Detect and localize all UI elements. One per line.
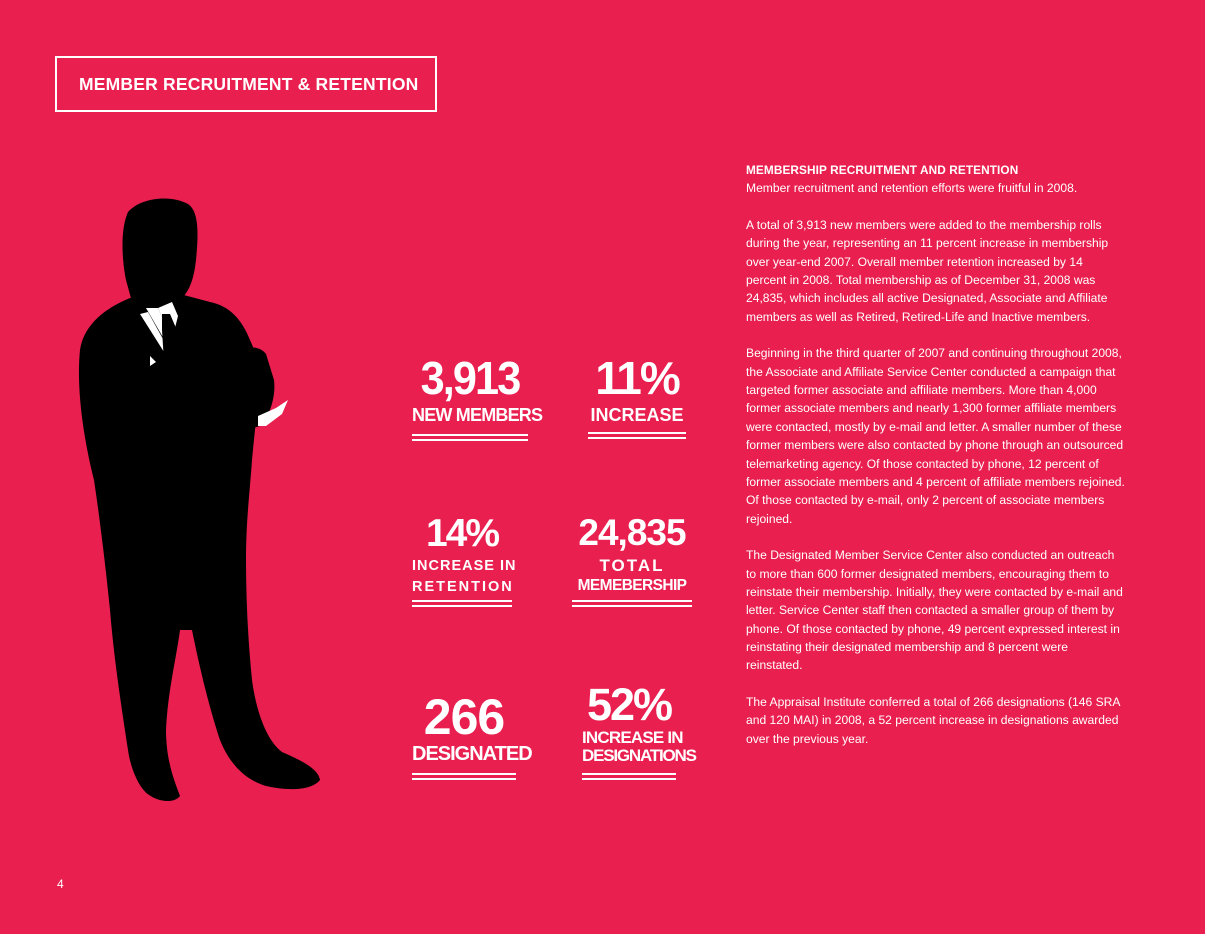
stat-divider	[412, 600, 512, 602]
stat-label-line2: DESIGNATIONS	[582, 746, 696, 766]
stat-label: NEW MEMBERS	[412, 405, 543, 425]
stat-label: DESIGNATED	[412, 743, 532, 765]
businessman-silhouette	[70, 190, 335, 820]
stat-value: 3,913	[420, 352, 520, 404]
stat-divider	[412, 439, 528, 441]
stat-designations-increase	[582, 679, 696, 780]
stat-divider	[412, 778, 516, 780]
article-intro: Member recruitment and retention efforts were fruitful in 2008.	[746, 181, 1078, 196]
stat-label-line1: INCREASE IN	[582, 728, 683, 747]
stat-label-line1: TOTAL	[599, 556, 665, 575]
article-heading: MEMBERSHIP RECRUITMENT AND RETENTION	[746, 163, 1019, 177]
stat-divider	[588, 437, 686, 439]
stat-designated	[412, 689, 532, 782]
stat-divider	[582, 778, 676, 780]
stat-increase	[588, 352, 686, 443]
article-body	[746, 161, 1126, 766]
stat-divider	[588, 432, 686, 434]
stat-label-line2: MEMEBERSHIP	[577, 577, 687, 595]
section-title: MEMBER RECRUITMENT & RETENTION	[79, 74, 419, 94]
stat-value: 266	[423, 689, 505, 745]
section-header-box	[55, 56, 437, 112]
stat-new-members	[412, 352, 543, 443]
article-paragraph: A total of 3,913 new members were added to the membership rolls during the year, representing an 11 percent increase in membership over year-end 2007. Overall member retention increased by 14 percent in 2008. Total membership as of December 31, 2008 was 24,835, which includes all active Designated, Associate and Affiliate members as well as Retired, Retired-Life and Inactive members.	[746, 218, 1109, 324]
article-paragraph: Beginning in the third quarter of 2007 and continuing throughout 2008, the Associate and Affiliate Service Center conducted a campaign that targeted former associate and affiliate members. More than 4,000 former associate members and nearly 1,300 former affiliate members were contacted, mostly by e-mail and letter. A smaller number of these former members were also contacted by phone through an outsourced telemarketing agency. Of those contacted by phone, 12 percent of former associate members and 4 percent of affiliate members rejoined. Of those contacted by e-mail, only 2 percent of associate members rejoined.	[746, 346, 1125, 526]
stat-label-line2: RETENTION	[412, 578, 514, 595]
stat-retention	[412, 512, 517, 608]
stat-label: INCREASE	[590, 405, 684, 425]
stat-label-line1: INCREASE IN	[412, 558, 517, 574]
stat-value: 52%	[586, 679, 672, 730]
stat-divider	[572, 605, 692, 607]
stat-divider	[582, 773, 676, 775]
article-paragraph: The Designated Member Service Center also conducted an outreach to more than 600 former designated members, encouraging them to reinstate their membership. Initially, they were contacted by e-mail and letter. Service Center staff then contacted a smaller group of them by phone. Of those contacted by phone, 49 percent expressed interest in reinstating their designated membership and 8 percent were reinstated.	[746, 548, 1123, 673]
page-number: 4	[57, 877, 64, 891]
stat-divider	[572, 600, 692, 602]
stat-value: 11%	[595, 352, 679, 404]
stat-divider	[412, 773, 516, 775]
article-paragraph: The Appraisal Institute conferred a total of 266 designations (146 SRA and 120 MAI) in 2008, a 52 percent increase in designations awarded over the previous year.	[746, 694, 1120, 746]
stat-divider	[412, 605, 512, 607]
stat-value: 14%	[425, 512, 499, 555]
stat-divider	[412, 434, 528, 436]
stat-value: 24,835	[578, 512, 686, 553]
stat-total-membership	[572, 514, 692, 608]
